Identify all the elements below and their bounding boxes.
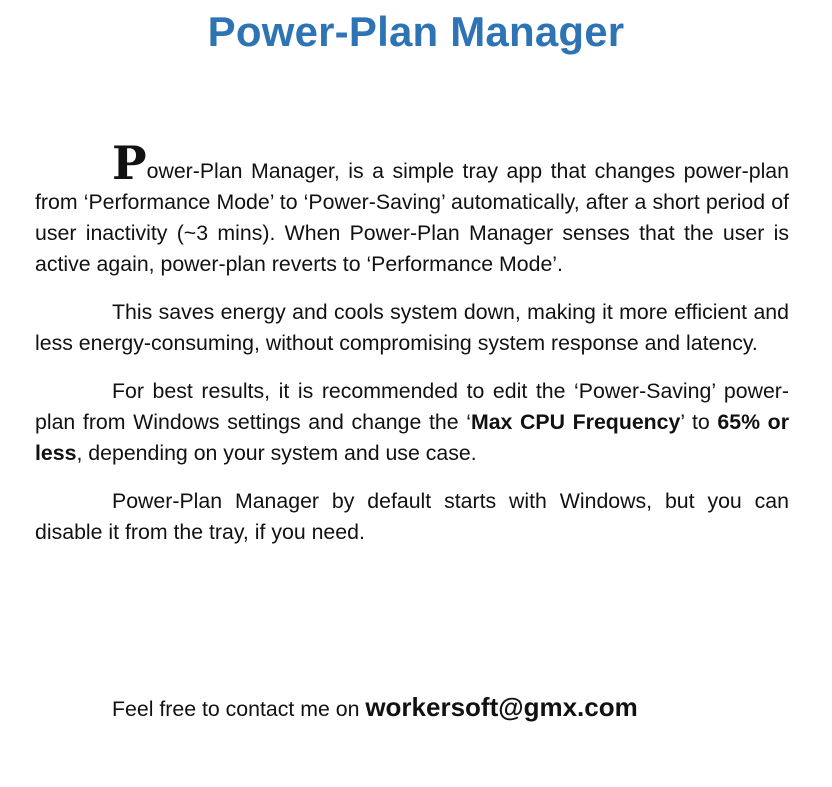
intro-text: ower-Plan Manager, is a simple tray app that changes power-plan from ‘Performance Mode’ to ‘Power-Saving’ automatically, after a short period of user inactivity (~3 mins). When Power-Plan Manager senses that the user is active again, power-plan reverts to ‘Performance Mode’.: [35, 159, 789, 276]
energy-text: This saves energy and cools system down, making it more efficient and less energy-consuming, without compromising system response and latency.: [35, 300, 789, 355]
recommendation-paragraph: [35, 376, 789, 469]
intro-paragraph: [35, 136, 789, 280]
recommendation-post: , depending on your system and use case.: [76, 441, 477, 465]
contact-line: [112, 692, 638, 723]
energy-paragraph: [35, 297, 789, 359]
startup-paragraph: [35, 486, 789, 548]
max-cpu-frequency: Max CPU Frequency: [470, 410, 681, 434]
quote-close: ’: [680, 410, 685, 434]
contact-label: Feel free to contact me on: [112, 697, 366, 721]
recommendation-pre: For best results, it is recommended to edit the ‘Power-Saving’ power-plan from Windows settings and change the: [35, 379, 789, 434]
startup-text: Power-Plan Manager by default starts with Windows, but you can disable it from the tray, if you need.: [35, 489, 789, 544]
drop-cap: P: [112, 136, 147, 190]
contact-email: workersoft@gmx.com: [365, 692, 638, 722]
document-title: Power-Plan Manager: [207, 8, 625, 55]
recommendation-mid: to: [684, 410, 718, 434]
cpu-limit: 65% or less: [35, 410, 789, 465]
quote-open: ‘: [466, 410, 471, 434]
document-body: [35, 136, 789, 565]
